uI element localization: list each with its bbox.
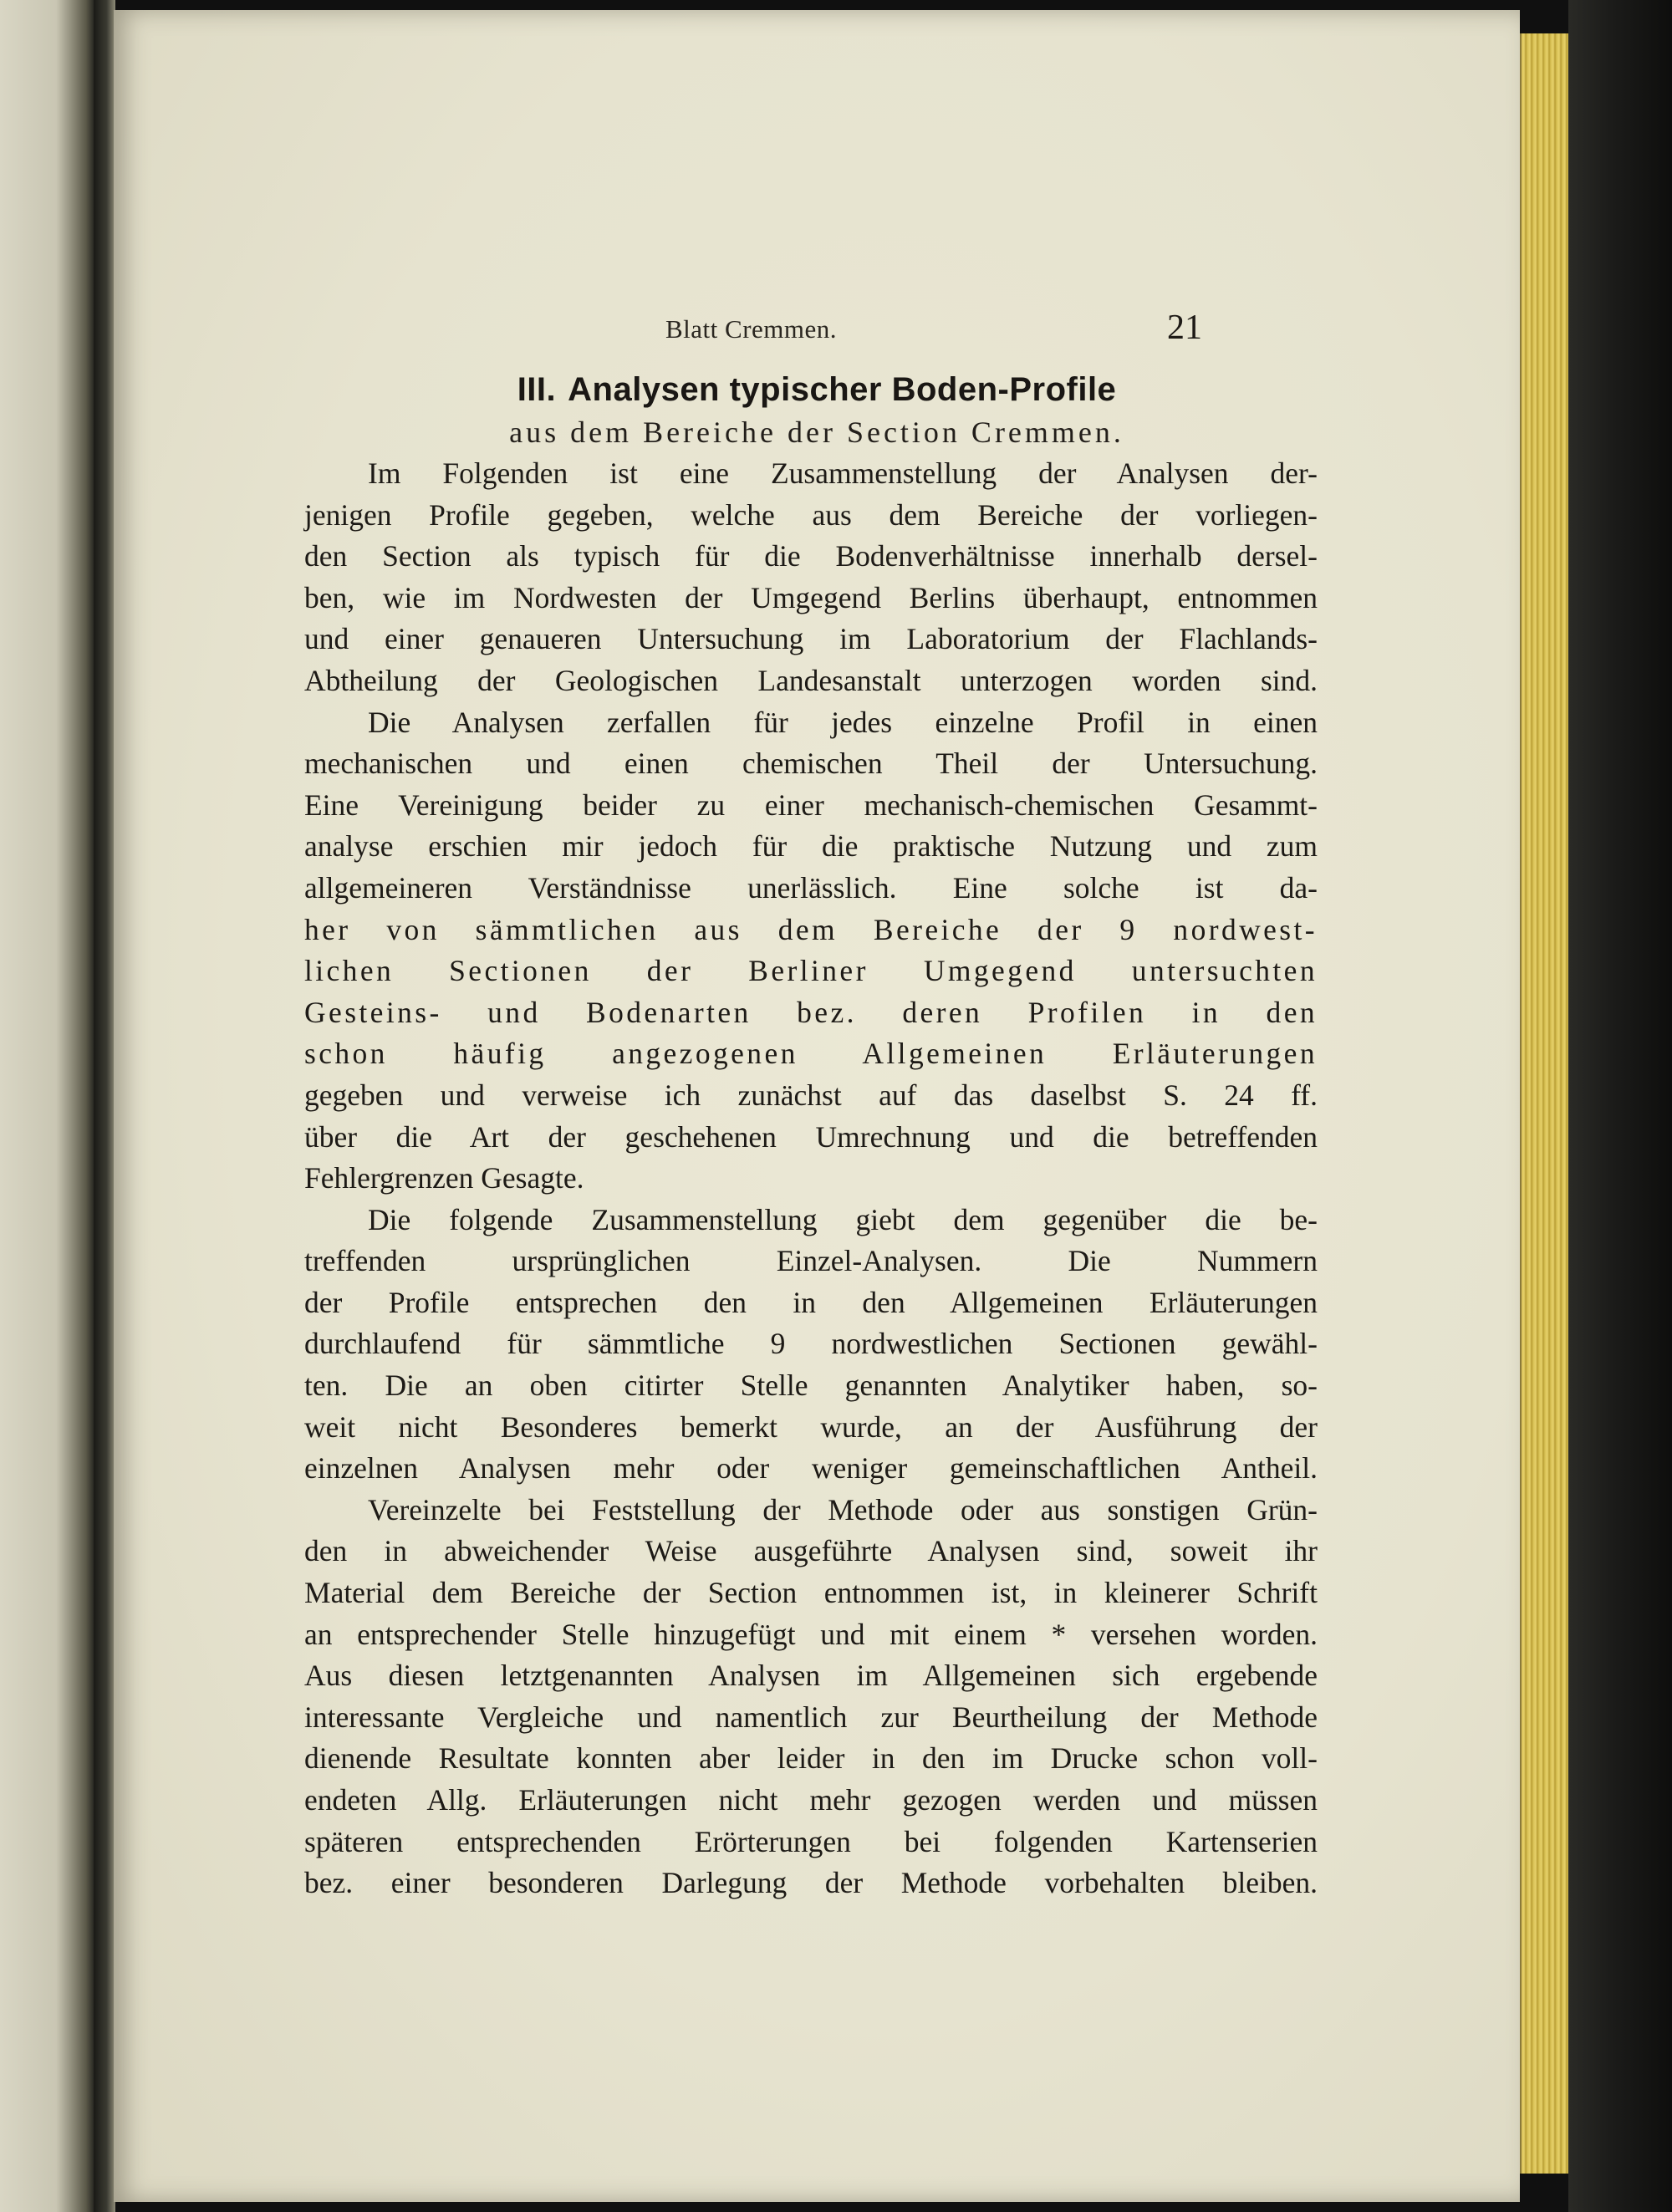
text-line: allgemeineren Verständnisse unerlässlich. Eine solche ist da- [304, 870, 1318, 905]
text-line: interessante Vergleiche und namentlich zur Beurtheilung der Methode [304, 1700, 1318, 1734]
page-number: 21 [1167, 308, 1202, 347]
text-line: Gesteins- und Bodenarten bez. deren Profilen in den [304, 995, 1318, 1029]
text-line: späteren entsprechenden Erörterungen bei folgenden Kartenserien [304, 1824, 1318, 1858]
page-stack-edges [1520, 33, 1570, 2174]
section-heading [114, 371, 1520, 409]
text-line: schon häufig angezogenen Allgemeinen Erläuterungen [304, 1037, 1318, 1071]
text-line: Material dem Bereiche der Section entnommen ist, in kleinerer Schrift [304, 1576, 1318, 1610]
book-gutter [94, 0, 115, 2212]
text-line: jenigen Profile gegeben, welche aus dem Bereiche der vorliegen- [304, 497, 1318, 532]
text-line: den in abweichender Weise ausgeführte Analysen sind, soweit ihr [304, 1534, 1318, 1568]
text-line: Abtheilung der Geologischen Landesanstalt unterzogen worden sind. [304, 663, 1318, 697]
text-line: treffenden ursprünglichen Einzel-Analysen. Die Nummern [304, 1244, 1318, 1278]
text-line: über die Art der geschehenen Umrechnung und die betreffenden [304, 1119, 1318, 1154]
section-subtitle: aus dem Bereiche der Section Cremmen. [509, 415, 1124, 449]
text-line: Fehlergrenzen Gesagte. [304, 1161, 584, 1195]
previous-page-edge [0, 0, 94, 2212]
running-head-title: Blatt Cremmen. [665, 314, 838, 344]
text-line: Im Folgenden ist eine Zusammenstellung der Analysen der- [368, 456, 1318, 490]
text-line: und einer genaueren Untersuchung im Laboratorium der Flachlands- [304, 622, 1318, 656]
text-line: an entsprechender Stelle hinzugefügt und mit einem * versehen worden. [304, 1617, 1318, 1651]
text-line: der Profile entsprechen den in den Allgemeinen Erläuterungen [304, 1285, 1318, 1319]
text-line: Die Analysen zerfallen für jedes einzelne Profil in einen [368, 705, 1318, 739]
text-line: bez. einer besonderen Darlegung der Methode vorbehalten bleiben. [304, 1866, 1318, 1900]
section-number: III. [517, 371, 557, 408]
text-line: den Section als typisch für die Bodenverhältnisse innerhalb dersel- [304, 539, 1318, 573]
text-line: lichen Sectionen der Berliner Umgegend untersuchten [304, 954, 1318, 988]
text-line: weit nicht Besonderes bemerkt wurde, an der Ausführung der [304, 1409, 1318, 1444]
text-line: ten. Die an oben citirter Stelle genannten Analytiker haben, so- [304, 1368, 1318, 1403]
text-line: ben, wie im Nordwesten der Umgegend Berlins überhaupt, entnommen [304, 580, 1318, 614]
body-text [304, 453, 1318, 1904]
text-line: gegeben und verweise ich zunächst auf das daselbst S. 24 ff. [304, 1078, 1318, 1112]
text-line: Die folgende Zusammenstellung giebt dem gegenüber die be- [368, 1202, 1318, 1236]
text-line: einzelnen Analysen mehr oder weniger gemeinschaftlichen Antheil. [304, 1451, 1318, 1486]
text-line: durchlaufend für sämmtliche 9 nordwestlichen Sectionen gewähl- [304, 1327, 1318, 1361]
book-cover [1568, 0, 1672, 2212]
section-title: Analysen typischer Boden-Profile [568, 371, 1117, 408]
book-page [114, 10, 1520, 2202]
text-line: her von sämmtlichen aus dem Bereiche der 9 nordwest- [304, 912, 1318, 946]
text-line: endeten Allg. Erläuterungen nicht mehr gezogen werden und müssen [304, 1783, 1318, 1817]
text-line: Aus diesen letztgenannten Analysen im Allgemeinen sich ergebende [304, 1659, 1318, 1693]
text-line: analyse erschien mir jedoch für die praktische Nutzung und zum [304, 829, 1318, 864]
text-line: mechanischen und einen chemischen Theil der Untersuchung. [304, 747, 1318, 781]
text-line: dienende Resultate konnten aber leider in den im Drucke schon voll- [304, 1741, 1318, 1776]
text-line: Eine Vereinigung beider zu einer mechanisch-chemischen Gesammt- [304, 787, 1318, 822]
text-line: Vereinzelte bei Feststellung der Methode oder aus sonstigen Grün- [368, 1492, 1318, 1526]
running-head [114, 308, 1520, 353]
